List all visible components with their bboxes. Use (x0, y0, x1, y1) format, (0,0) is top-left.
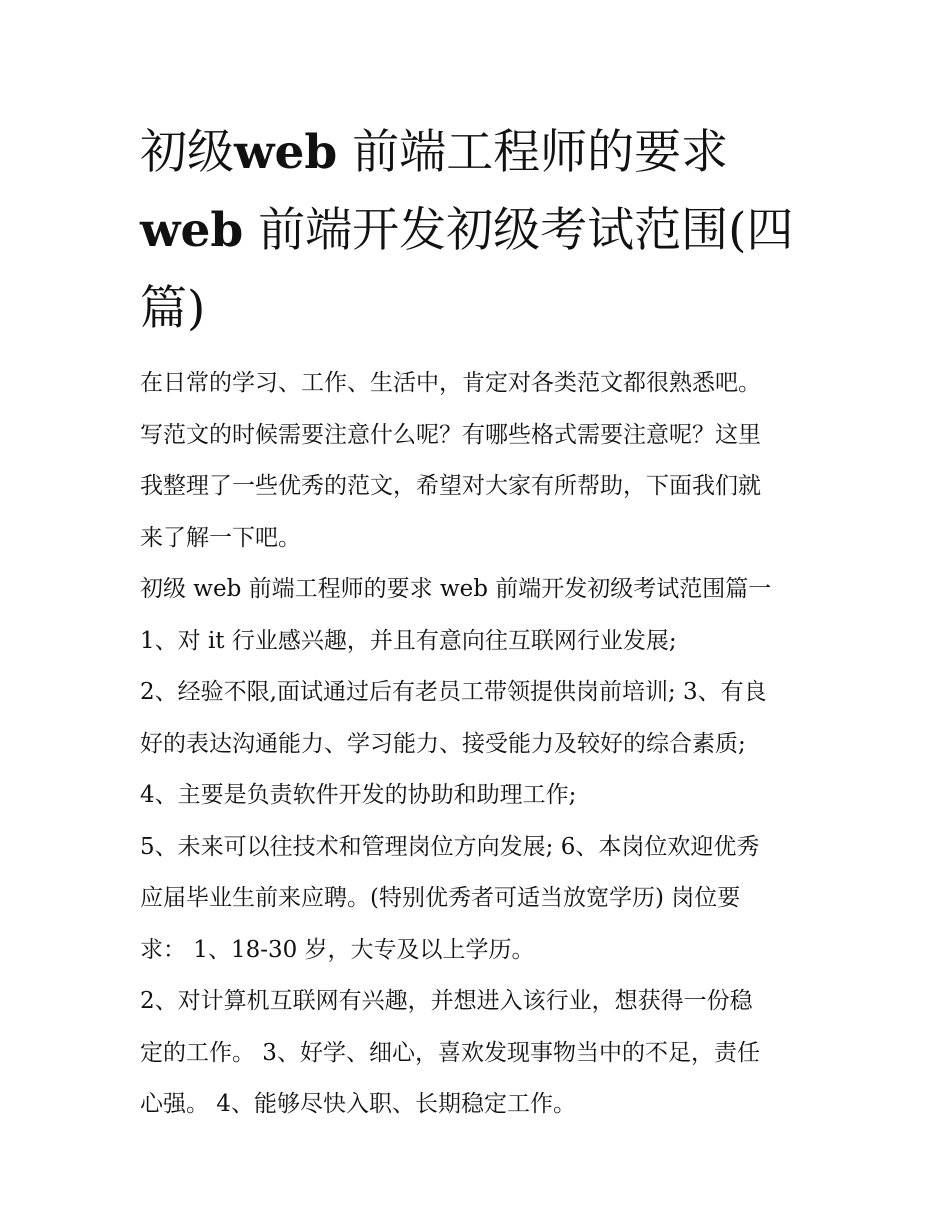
list-item: 5、未来可以往技术和管理岗位方向发展; 6、本岗位欢迎优秀 应届毕业生前来应聘。(特别优秀者可适当放宽学历) 岗位要 求： 1、18-30 岁，大专及以上学历。 (140, 833, 760, 963)
document-title (140, 114, 815, 348)
document-body (140, 358, 815, 1131)
section-heading: 初级 web 前端工程师的要求 web 前端开发初级考试范围篇一 (140, 576, 772, 602)
list-item: 2、经验不限,面试通过后有老员工带领提供岗前培训; 3、有良 好的表达沟通能力、学习能力、接受能力及较好的综合素质; (140, 679, 767, 757)
title-line: 篇) (140, 281, 206, 336)
list-item: 4、主要是负责软件开发的协助和助理工作; (140, 782, 577, 808)
title-line: web 前端开发初级考试范围(四 (140, 203, 794, 258)
title-line: 初级web 前端工程师的要求 (140, 125, 729, 180)
intro-paragraph: 在日常的学习、工作、生活中，肯定对各类范文都很熟悉吧。 写范文的时候需要注意什么呢？有哪些格式需要注意呢？这里 我整理了一些优秀的范文，希望对大家有所帮助，下面我们就 来了解一下吧。 (140, 370, 761, 551)
list-item: 1、对 it 行业感兴趣，并且有意向往互联网行业发展; (140, 627, 677, 654)
list-item: 2、对计算机互联网有兴趣，并想进入该行业，想获得一份稳 定的工作。 3、好学、细心，喜欢发现事物当中的不足，责任 心强。 4、能够尽快入职、长期稳定工作。 (140, 988, 760, 1117)
document-page (140, 114, 815, 1131)
